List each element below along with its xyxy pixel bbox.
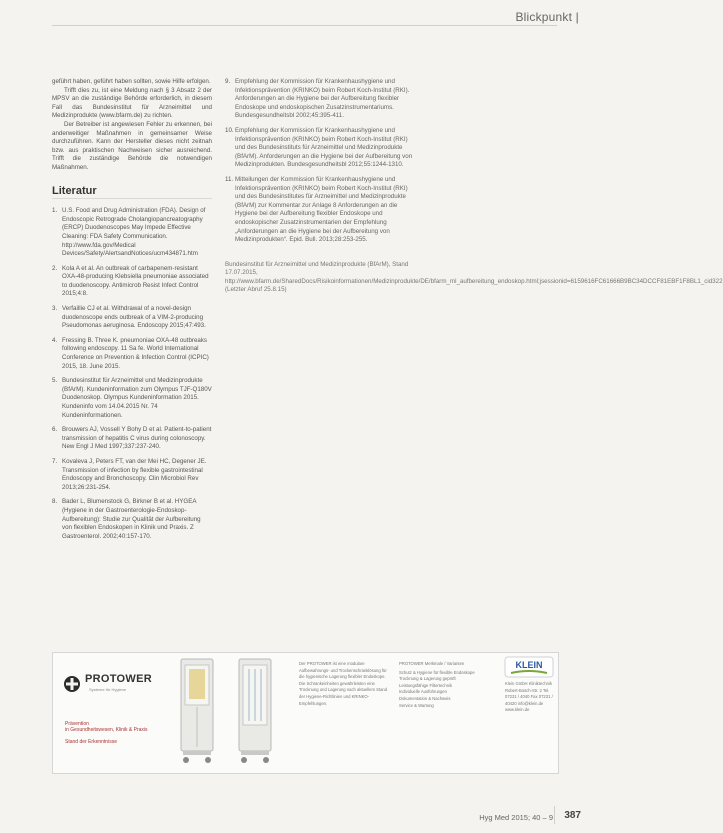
ad-tagline: in Gesundheitswesen, Klinik & Praxis <box>65 727 148 733</box>
ad-contact[interactable]: Klein GmbH Kliniktechnik Robert-Bosch-Str. 2 Tel. 07231 / 4040 Fax 07231 / 40420 info@klein.de www.klein.de <box>505 681 553 713</box>
ad-feature-list <box>399 661 499 709</box>
partner-logo-text: KLEIN <box>515 660 543 670</box>
endoscope-cabinet-image <box>235 657 275 765</box>
ad-feature-item: Trocknung & Lagerung geprüft <box>399 676 456 682</box>
reference-item: 2. Kola A et al. An outbreak of carbapenem-resistant OXA-48-producing Klebsiella pneumoniae associated to duodenoscopy. Antimicrob Resist Infect Control 2015;4:8. <box>52 264 209 298</box>
reference-item: 1. U.S. Food and Drug Administration (FDA). Design of Endoscopic Retrograde Cholangiopancreatography (ERCP) Duodenoscopes May Impede Effective Cleaning: FDA Safety Communication. http://www.fda.gov/Medical Devices/Safety/AlertsandNotices/ucm434871.htm <box>52 207 206 258</box>
page-number: 387 <box>564 810 581 821</box>
literature-heading: Literatur <box>52 187 212 200</box>
reference-item: 9. Empfehlung der Kommission für Krankenhaushygiene und Infektionsprävention (KRINKO) beim Robert Koch-Institut (RKI). Anforderungen an die Hygiene bei der Aufbereitung flexibler Endoskope und endoskopischen Zusatzinstrumentariums. Bundesgesundheitsbl 2002;45:395-411. <box>225 78 410 120</box>
right-column <box>225 78 723 301</box>
protower-brand: PROTOWER <box>85 673 152 685</box>
body-paragraph: geführt haben, geführt haben sollten, sowie Hilfe erfolgen. <box>52 78 211 85</box>
endoscope-cabinet-image <box>177 657 217 765</box>
protower-subtitle: Systeme für Hygiene <box>89 687 127 692</box>
ad-tagline: Stand der Erkenntnisse <box>65 739 117 745</box>
ad-feature-item: Leistungsfähige Filtertechnik <box>399 682 453 688</box>
protower-logo-area <box>59 661 179 765</box>
ad-tagline: Prävention <box>65 721 89 727</box>
reference-item: 8. Bader L, Blumenstock G, Birkner B et al. HYGEA (Hygiene in der Gastroenterologie-Endoskop-Aufbereitung): Studie zur Qualität der Aufbereitung von flexiblen Endoskopen in Klinik und Praxis. Z Gastroenterol. 2002;40:157-170. <box>52 498 201 540</box>
advertisement-box[interactable] <box>52 652 559 774</box>
ad-feature-item: Individuelle Ausführungen <box>399 689 447 695</box>
header-rule <box>52 25 557 26</box>
reference-item: 10. Empfehlung der Kommission für Krankenhaushygiene und Infektionsprävention (KRINKO) beim Robert Koch-Institut (RKI) und des Bundesinstituts für Arzneimittel und Medizinprodukte (BfArM). Anforderungen an die Hygiene bei der Aufbereitung von Medizinprodukten. Bundesgesundheitsbl 2012;55:1244-1310. <box>225 126 413 169</box>
ad-feature-item: Schutz & Hygiene für flexible Endoskope <box>399 669 475 675</box>
body-paragraph: Der Betreiber ist angewiesen Fehler zu erkennen, bei anderweitiger Maßnahmen in gemeinsamer Weise durchzuführen. Kann der Hersteller dieses nicht zeitnah bzw. aus praktischen Nachweisen sicher ausreichend. Trifft die zuständige Behörde die notwendigen Maßnahmen. <box>52 120 212 171</box>
reference-item: 7. Kovaleva J, Peters FT, van der Mei HC, Degener JE. Transmission of infection by flexible gastrointestinal Endoscopy and Bronchoscopy. Clin Microbiol Rev 2013;26:231-254. <box>52 457 207 491</box>
reference-item: 11. Mitteilungen der Kommission für Krankenhaushygiene und Infektionsprävention (KRINKO) beim Robert Koch-Institut (RKI) und des Bundesinstitutes für Arzneimittel und Medizinprodukte (BfArM) zur Kommentar zur Anlage 8 Anforderungen an die Hygiene bei der Aufbereitung flexibler Endoskope und endoskopischer Zusatzinstrumentarien der Empfehlung „Anforderungen an die Hygiene bei der Aufbereitung von Medizinprodukten“. Epid. Bull. 2013;28:253-255. <box>225 175 408 244</box>
klein-logo-icon <box>505 657 553 677</box>
ad-description: Der PROTOWER ist eine modulare Aufbewahrungs- und Trockenschranklösung für die hygienische Lagerung flexibler Endoskope. Die Schrankeinheiten gewährleisten eine Trocknung und Lagerung nach aktuellem Stand der Hygiene-Richtlinien und KRINKO-Empfehlungen. <box>299 661 388 706</box>
footer-divider <box>554 806 555 824</box>
reference-list <box>225 78 415 245</box>
protower-mark-icon <box>63 675 81 693</box>
ad-feature-item: Dokumentation & Nachweis <box>399 695 451 701</box>
reference-list <box>52 207 212 541</box>
left-column <box>52 78 212 547</box>
ad-feature-title: PROTOWER Merkmale / Varianten <box>399 661 465 666</box>
reference-item: 4. Fressing B. Three K. pneumoniae OXA-48 outbreaks following endoscopy. 11 Sa fe. World International Conference on Prevention & Infection Control (ICPIC) 2015, 18. June 2015. <box>52 336 209 370</box>
reference-item: 3. Verfaillie CJ et al. Withdrawal of a novel-design duodenoscope ends outbreak of a VIM-2-producing Pseudomonas aeruginosa. Endoscopy 2015;47:493. <box>52 305 206 330</box>
section-header-label: Blickpunkt | <box>515 10 579 24</box>
reference-item: 6. Brouwers AJ, Vossell Y Bohy D et al. Patient-to-patient transmission of hepatitis C virus during colonoscopy. New Engl J Med 1997;337:237-240. <box>52 426 212 451</box>
body-paragraph: Trifft dies zu, ist eine Meldung nach § 3 Absatz 2 der MPSV an die zuständige Behörde erforderlich, in diesem Fall das Bundesinstitut für Arzneimittel und Medizinprodukte (www.bfarm.de) zu richten. <box>52 86 212 120</box>
reference-item: 5. Bundesinstitut für Arzneimittel und Medizinprodukte (BfArM). Kundeninformation zum Olympus TJF-Q180V Duodenoskop. Olympus Kundeninformation 2015. Kundeninfo vom 14.04.2015 Nr. 74 Kundeninformationen. <box>52 377 212 419</box>
source-footnote: Bundesinstitut für Arzneimittel und Medizinprodukte (BfArM), Stand 17.07.2015, http://www.bfarm.de/SharedDocs/Risikoinformationen/Medizinprodukte/DE/bfarm_ml_aufbereitung_endoskop.html;jsessionid=6159616FC61666B9BC34DCCF81EBF1F8BL1_cid322 (Letzter Abruf 25.8.15) <box>225 260 723 294</box>
ad-feature-item: Service & Wartung <box>399 702 434 708</box>
journal-citation: Hyg Med 2015; 40 – 9 <box>479 813 553 822</box>
